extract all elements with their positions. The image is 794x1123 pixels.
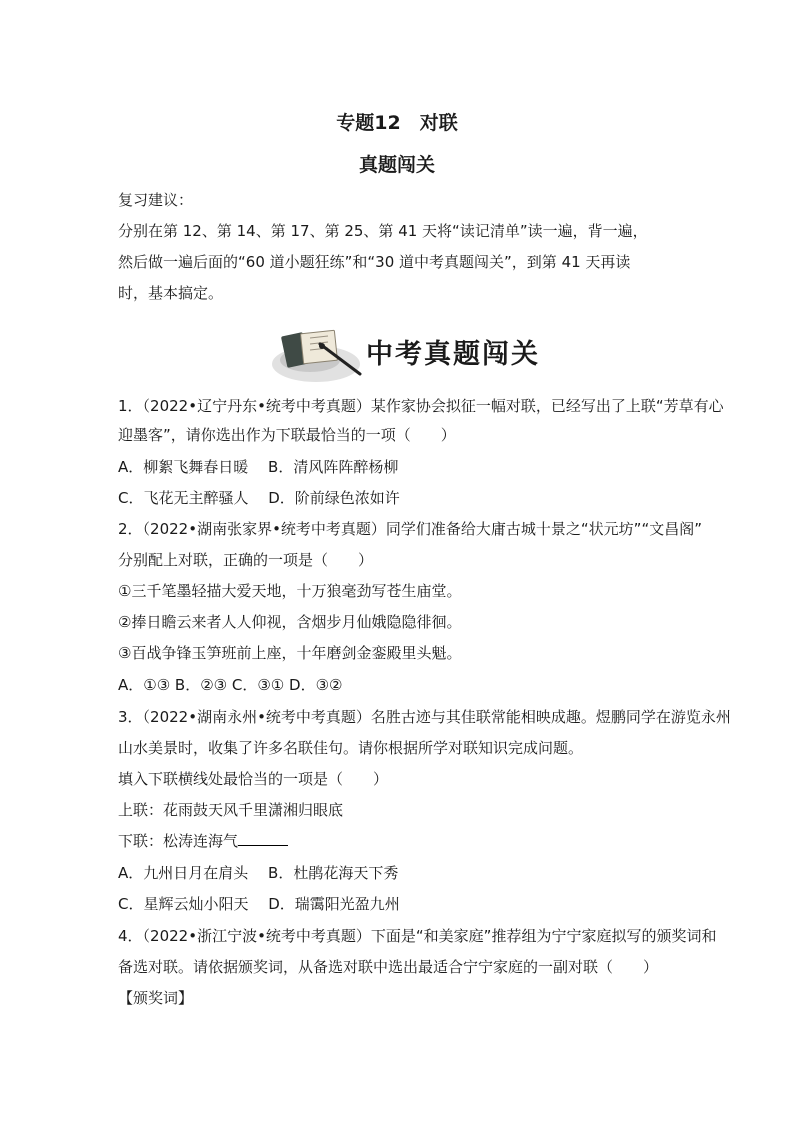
q3-stem-2: 山水美景时，收集了许多名联佳句。请你根据所学对联知识完成问题。 [118,739,584,757]
q1-stem-2: 迎墨客”，请你选出作为下联最恰当的一项（ ） [118,426,456,444]
q3-upper-couplet: 上联：花雨鼓天风千里潇湘归眼底 [118,801,344,819]
q3-options-ab: A．九州日月在肩头 B．杜鹃花海天下秀 [118,864,399,882]
page-title: 专题12 对联 [336,112,458,134]
advice-line-1: 分别在第 12、第 14、第 17、第 25、第 41 天将“读记清单”读一遍，背一遍， [118,222,648,240]
q2-options: A．①③ B．②③ C．③① D．③② [118,676,343,694]
q3-stem-1: 3．（2022•湖南永州•统考中考真题）名胜古迹与其佳联常能相映成趣。煜鹏同学在游览永州 [118,708,731,726]
advice-line-2: 然后做一遍后面的“60 道小题狂练”和“30 道中考真题闯关”，到第 41 天再读 [118,253,631,271]
q4-stem-2: 备选对联。请依据颁奖词，从备选对联中选出最适合宁宁家庭的一副对联（ ） [118,958,659,976]
advice-label: 复习建议： [118,191,194,209]
banner-title: 中考真题闯关 [366,339,540,370]
q2-stem-1: 2．（2022•湖南张家界•统考中考真题）同学们准备给大庸古城十景之“状元坊”“文昌阁” [118,520,703,538]
section-banner [270,318,540,384]
q2-item-2: ②捧日瞻云来者人人仰视，含烟步月仙娥隐隐徘徊。 [118,613,462,631]
q3-prompt: 填入下联横线处最恰当的一项是（ ） [118,770,389,788]
answer-blank [238,831,288,846]
q2-item-1: ①三千笔墨轻描大爱天地，十万狼毫劲写苍生庙堂。 [118,582,462,600]
q3-lower-couplet [118,830,688,852]
q4-section-label: 【颁奖词】 [118,989,194,1007]
ink-book-icon [270,324,362,384]
q1-options-ab: A．柳絮飞舞春日暖 B．清风阵阵醉杨柳 [118,458,399,476]
page-subtitle: 真题闯关 [358,154,435,176]
q4-stem-1: 4．（2022•浙江宁波•统考中考真题）下面是“和美家庭”推荐组为宁宁家庭拟写的颁奖词和 [118,927,717,945]
advice-line-3: 时，基本搞定。 [118,284,224,302]
q2-item-3: ③百战争锋玉笋班前上座，十年磨剑金銮殿里头魁。 [118,644,462,662]
q3-lower-text: 下联：松涛连海气 [118,832,239,850]
q1-options-cd: C．飞花无主醉骚人 D．阶前绿色浓如许 [118,489,400,507]
q3-options-cd: C．星辉云灿小阳天 D．瑞霭阳光盈九州 [118,895,400,913]
q2-stem-2: 分别配上对联，正确的一项是（ ） [118,551,374,569]
q1-stem-1: 1．（2022•辽宁丹东•统考中考真题）某作家协会拟征一幅对联，已经写出了上联“芳草有心 [118,397,724,415]
